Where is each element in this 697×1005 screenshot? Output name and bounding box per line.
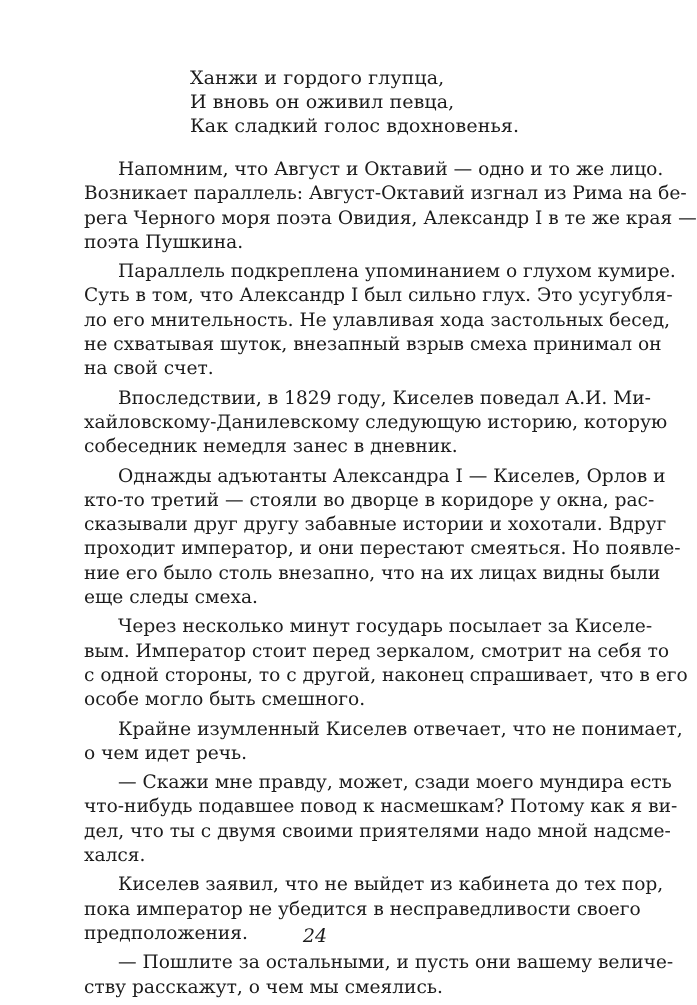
text-line: хался. [84,845,146,867]
text-line: особе могло быть смешного. [84,689,366,711]
text-line: хайловскому-Данилевскому следующую историю, которую [84,411,668,433]
body-text [84,158,697,1005]
text-line: проходит император, и они перестают смеяться. Но появле- [84,538,681,560]
text-line: — Пошлите за остальными, и пусть они вашему величе- [118,952,674,974]
paragraph [84,718,683,767]
paragraph [84,158,697,255]
text-line: ние его было столь внезапно, что на их лицах видны были [84,562,661,584]
text-line: Впоследствии, в 1829 году, Киселев поведал А.И. Ми- [118,387,651,409]
text-line: еще следы смеха. [84,587,258,609]
verse-line: И вновь он оживил певца, [190,91,455,113]
text-line: рега Черного моря поэта Овидия, Александр I в те же края — [84,207,697,229]
text-line: вым. Император стоит перед зеркалом, смотрит на себя то [84,640,670,662]
text-line: на свой счет. [84,358,214,380]
text-line: не схватывая шуток, внезапный взрыв смеха принимал он [84,334,662,356]
text-line: ству расскажут, о чем мы смеялись. [84,976,443,998]
text-line: ло его мнительность. Не улавливая хода застольных бесед, [84,309,671,331]
paragraph [84,465,681,611]
text-line: Киселев заявил, что не выйдет из кабинета до тех пор, [118,874,664,896]
text-line: Крайне изумленный Киселев отвечает, что не понимает, [118,718,683,740]
text-line: Через несколько минут государь посылает за Киселе- [118,616,653,638]
text-line: о чем идет речь. [84,742,248,764]
text-line: что-нибудь подавшее повод к насмешкам? Потому как я ви- [84,796,678,818]
verse-line: Ханжи и гордого глупца, [190,67,445,89]
paragraph [84,951,674,1000]
text-line: дел, что ты с двумя своими приятелями надо мной надсме- [84,820,671,842]
verse-stanza [190,66,570,138]
text-line: пока император не убедится в несправедливости своего [84,898,641,920]
text-line: поэта Пушкина. [84,231,244,253]
text-line: Напомним, что Август и Октавий — одно и то же лицо. [118,159,664,180]
text-line: с одной стороны, то с другой, наконец спрашивает, что в его [84,664,688,686]
paragraph [84,615,688,712]
text-line: — Скажи мне правду, может, сзади моего мундира есть [118,772,672,794]
text-line: предположения. [84,922,248,944]
text-line: Параллель подкреплена упоминанием о глухом кумире. [118,261,676,283]
text-line: Суть в том, что Александр I был сильно глух. Это усугубля- [84,285,673,307]
text-line: Возникает параллель: Август-Октавий изгнал из Рима на бе- [84,183,687,205]
paragraph [84,260,676,381]
text-line: Однажды адъютанты Александра I — Киселев, Орлов и [118,465,666,487]
page-number: 24 [302,925,328,947]
paragraph [84,771,678,868]
paragraph [84,387,668,460]
text-line: собеседник немедля занес в дневник. [84,436,458,458]
text-line: сказывали друг другу забавные истории и хохотали. Вдруг [84,514,667,536]
text-line: кто-то третий — стояли во дворце в коридоре у окна, рас- [84,489,655,511]
verse-line: Как сладкий голос вдохновенья. [190,115,520,137]
